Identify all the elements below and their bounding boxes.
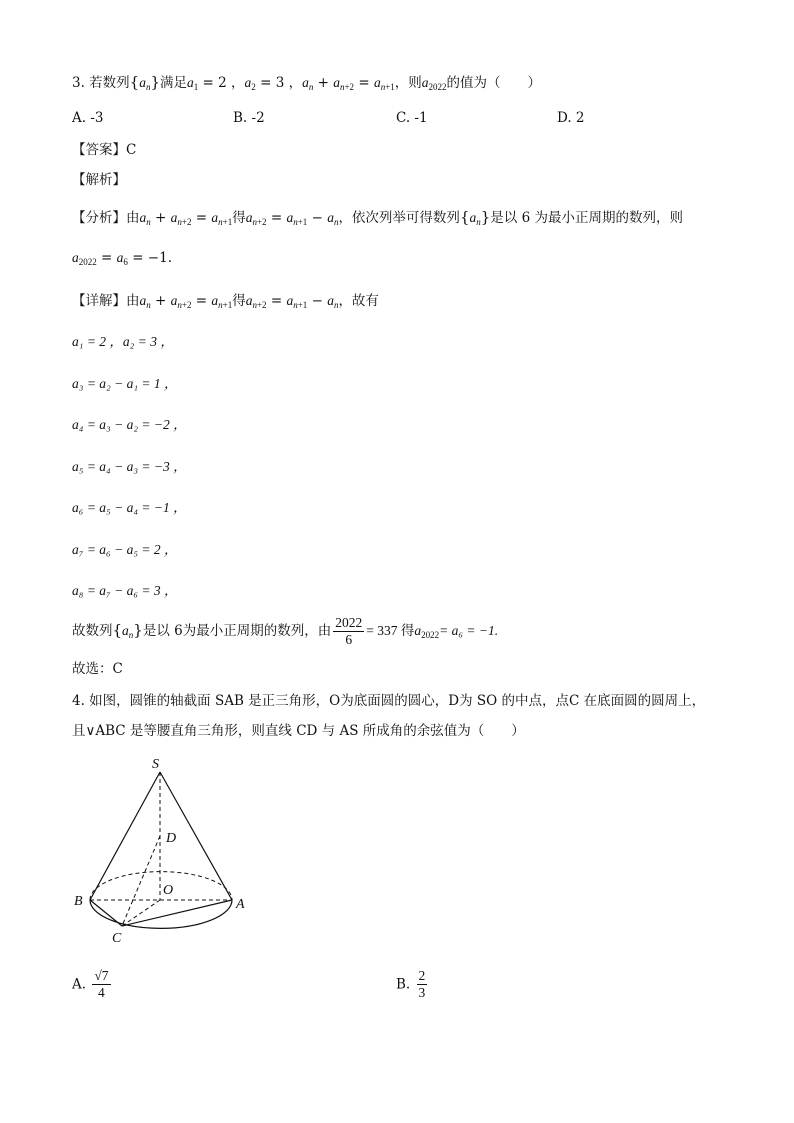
option-a-label: A. xyxy=(72,976,87,993)
q3-xiangjie: 【详解】由$a_n + a_{n+2} = a_{n+1}$得$a_{n+2} = a_{n+1} - a_n$，故有 xyxy=(72,293,379,310)
q3-conclusion: 故数列$\{a_n\}$是以 6为最小正周期的数列，由 $\frac{2022}{6}$ = 337 得$a_{2022}= a_6 = -1$. xyxy=(72,615,499,647)
q3-option-d: D. 2 xyxy=(557,110,585,126)
label-b: B xyxy=(74,894,83,909)
xiangjie-text3: ，故有 xyxy=(338,293,379,309)
xiangjie-text2: 得 xyxy=(232,293,246,309)
fenxi-label: 【分析】 xyxy=(72,210,126,226)
q4-option-b xyxy=(396,968,429,1001)
step-line: a₈ = a₇ − a₆ = 3 ， xyxy=(72,583,178,598)
q3-option-b: B. -2 xyxy=(233,110,265,126)
xiangjie-text1: 由 xyxy=(126,293,140,309)
fraction-denominator: 4 xyxy=(98,985,105,1000)
q3-fenxi: 【分析】由$a_n + a_{n+2} = a_{n+1}$得$a_{n+2} = a_{n+1} - a_n$，依次列举可得数列$\{a_n\}$是以 6 为最小正周期的数列，则 xyxy=(72,208,683,227)
fenxi-text2: 得 xyxy=(232,210,246,226)
fenxi-text3: ，依次列举可得数列 xyxy=(338,210,460,226)
conclusion-text1: 故数列 xyxy=(72,623,113,639)
q4-option-a xyxy=(72,968,113,1001)
base-back-arc xyxy=(90,872,232,900)
fenxi-text1: 由 xyxy=(126,210,140,226)
xiangjie-label: 【详解】 xyxy=(72,293,126,309)
q4-stem-line1: 4. 如图，圆锥的轴截面 SAB 是正三角形，O为底面圆的圆心，D为 SO 的中点，点C 在底面圆的圆周上， xyxy=(72,693,706,709)
option-b-fraction xyxy=(417,968,428,1001)
conclusion-fraction xyxy=(333,615,364,648)
segment-ca xyxy=(122,900,232,926)
step-line: a₃ = a₂ − a₁ = 1 ， xyxy=(72,376,178,391)
label-s: S xyxy=(152,757,159,772)
q3-stem-mid2: ，则 xyxy=(394,75,422,91)
q4-stem-line2: 且∨ABC 是等腰直角三角形，则直线 CD 与 AS 所成角的余弦值为（ ） xyxy=(72,723,525,739)
step-line: a₅ = a₄ − a₃ = −3 ， xyxy=(72,459,187,474)
q3-stem: 3. 若数列$\{a_n\}$满足$a_1 = 2$ ，$a_2 = 3$ ，$a_n + a_{n+2} = a_{n+1}$，则$a_{2022}$的值为（ ） xyxy=(72,73,542,92)
base-front-arc xyxy=(90,900,232,928)
q3-analysis-label: 【解析】 xyxy=(72,172,126,188)
fraction-numerator: √7 xyxy=(94,968,109,983)
q3-stem-suffix: 的值为（ ） xyxy=(446,75,542,91)
label-d: D xyxy=(166,831,177,846)
step-line: a₁ = 2 ，a₂ = 3 ， xyxy=(72,334,174,349)
conclusion-text4: = a₆ = −1. xyxy=(439,623,499,638)
step-line: a₇ = a₆ − a₅ = 2 ， xyxy=(72,542,178,557)
answer-value: C xyxy=(126,142,137,158)
q3-stem-mid1: 满足 xyxy=(160,75,188,91)
label-o: O xyxy=(163,883,174,898)
conclusion-text2: 是以 6为最小正周期的数列，由 xyxy=(142,623,332,639)
cone-figure xyxy=(60,750,280,950)
fenxi-text4: 是以 6 为最小正周期的数列，则 xyxy=(490,210,683,226)
segment-bc xyxy=(90,900,122,926)
conclusion-text3: = 337 得 xyxy=(366,623,415,638)
label-c: C xyxy=(112,931,122,946)
answer-label: 【答案】 xyxy=(72,142,126,158)
step-line: a₄ = a₃ − a₂ = −2 ， xyxy=(72,417,187,432)
q3-option-a: A. -3 xyxy=(72,110,104,126)
label-a: A xyxy=(236,897,245,912)
q3-option-c: C. -1 xyxy=(396,110,428,126)
q3-stem-prefix: 3. 若数列 xyxy=(72,75,130,91)
fraction-denominator: 6 xyxy=(345,632,353,647)
fraction-numerator: 2 xyxy=(418,968,426,983)
option-a-fraction xyxy=(92,968,110,1001)
edge-sb xyxy=(90,772,160,900)
q3-answer xyxy=(72,140,136,160)
fraction-denominator: 3 xyxy=(418,985,426,1000)
option-b-label: B. xyxy=(396,976,411,993)
fraction-numerator: 2022 xyxy=(335,615,363,630)
q3-fenxi-result: $a_{2022} = a_6 = -1$. xyxy=(72,250,172,267)
step-line: a₆ = a₅ − a₄ = −1 ， xyxy=(72,500,187,515)
q3-choose: 故选：C xyxy=(72,661,123,677)
